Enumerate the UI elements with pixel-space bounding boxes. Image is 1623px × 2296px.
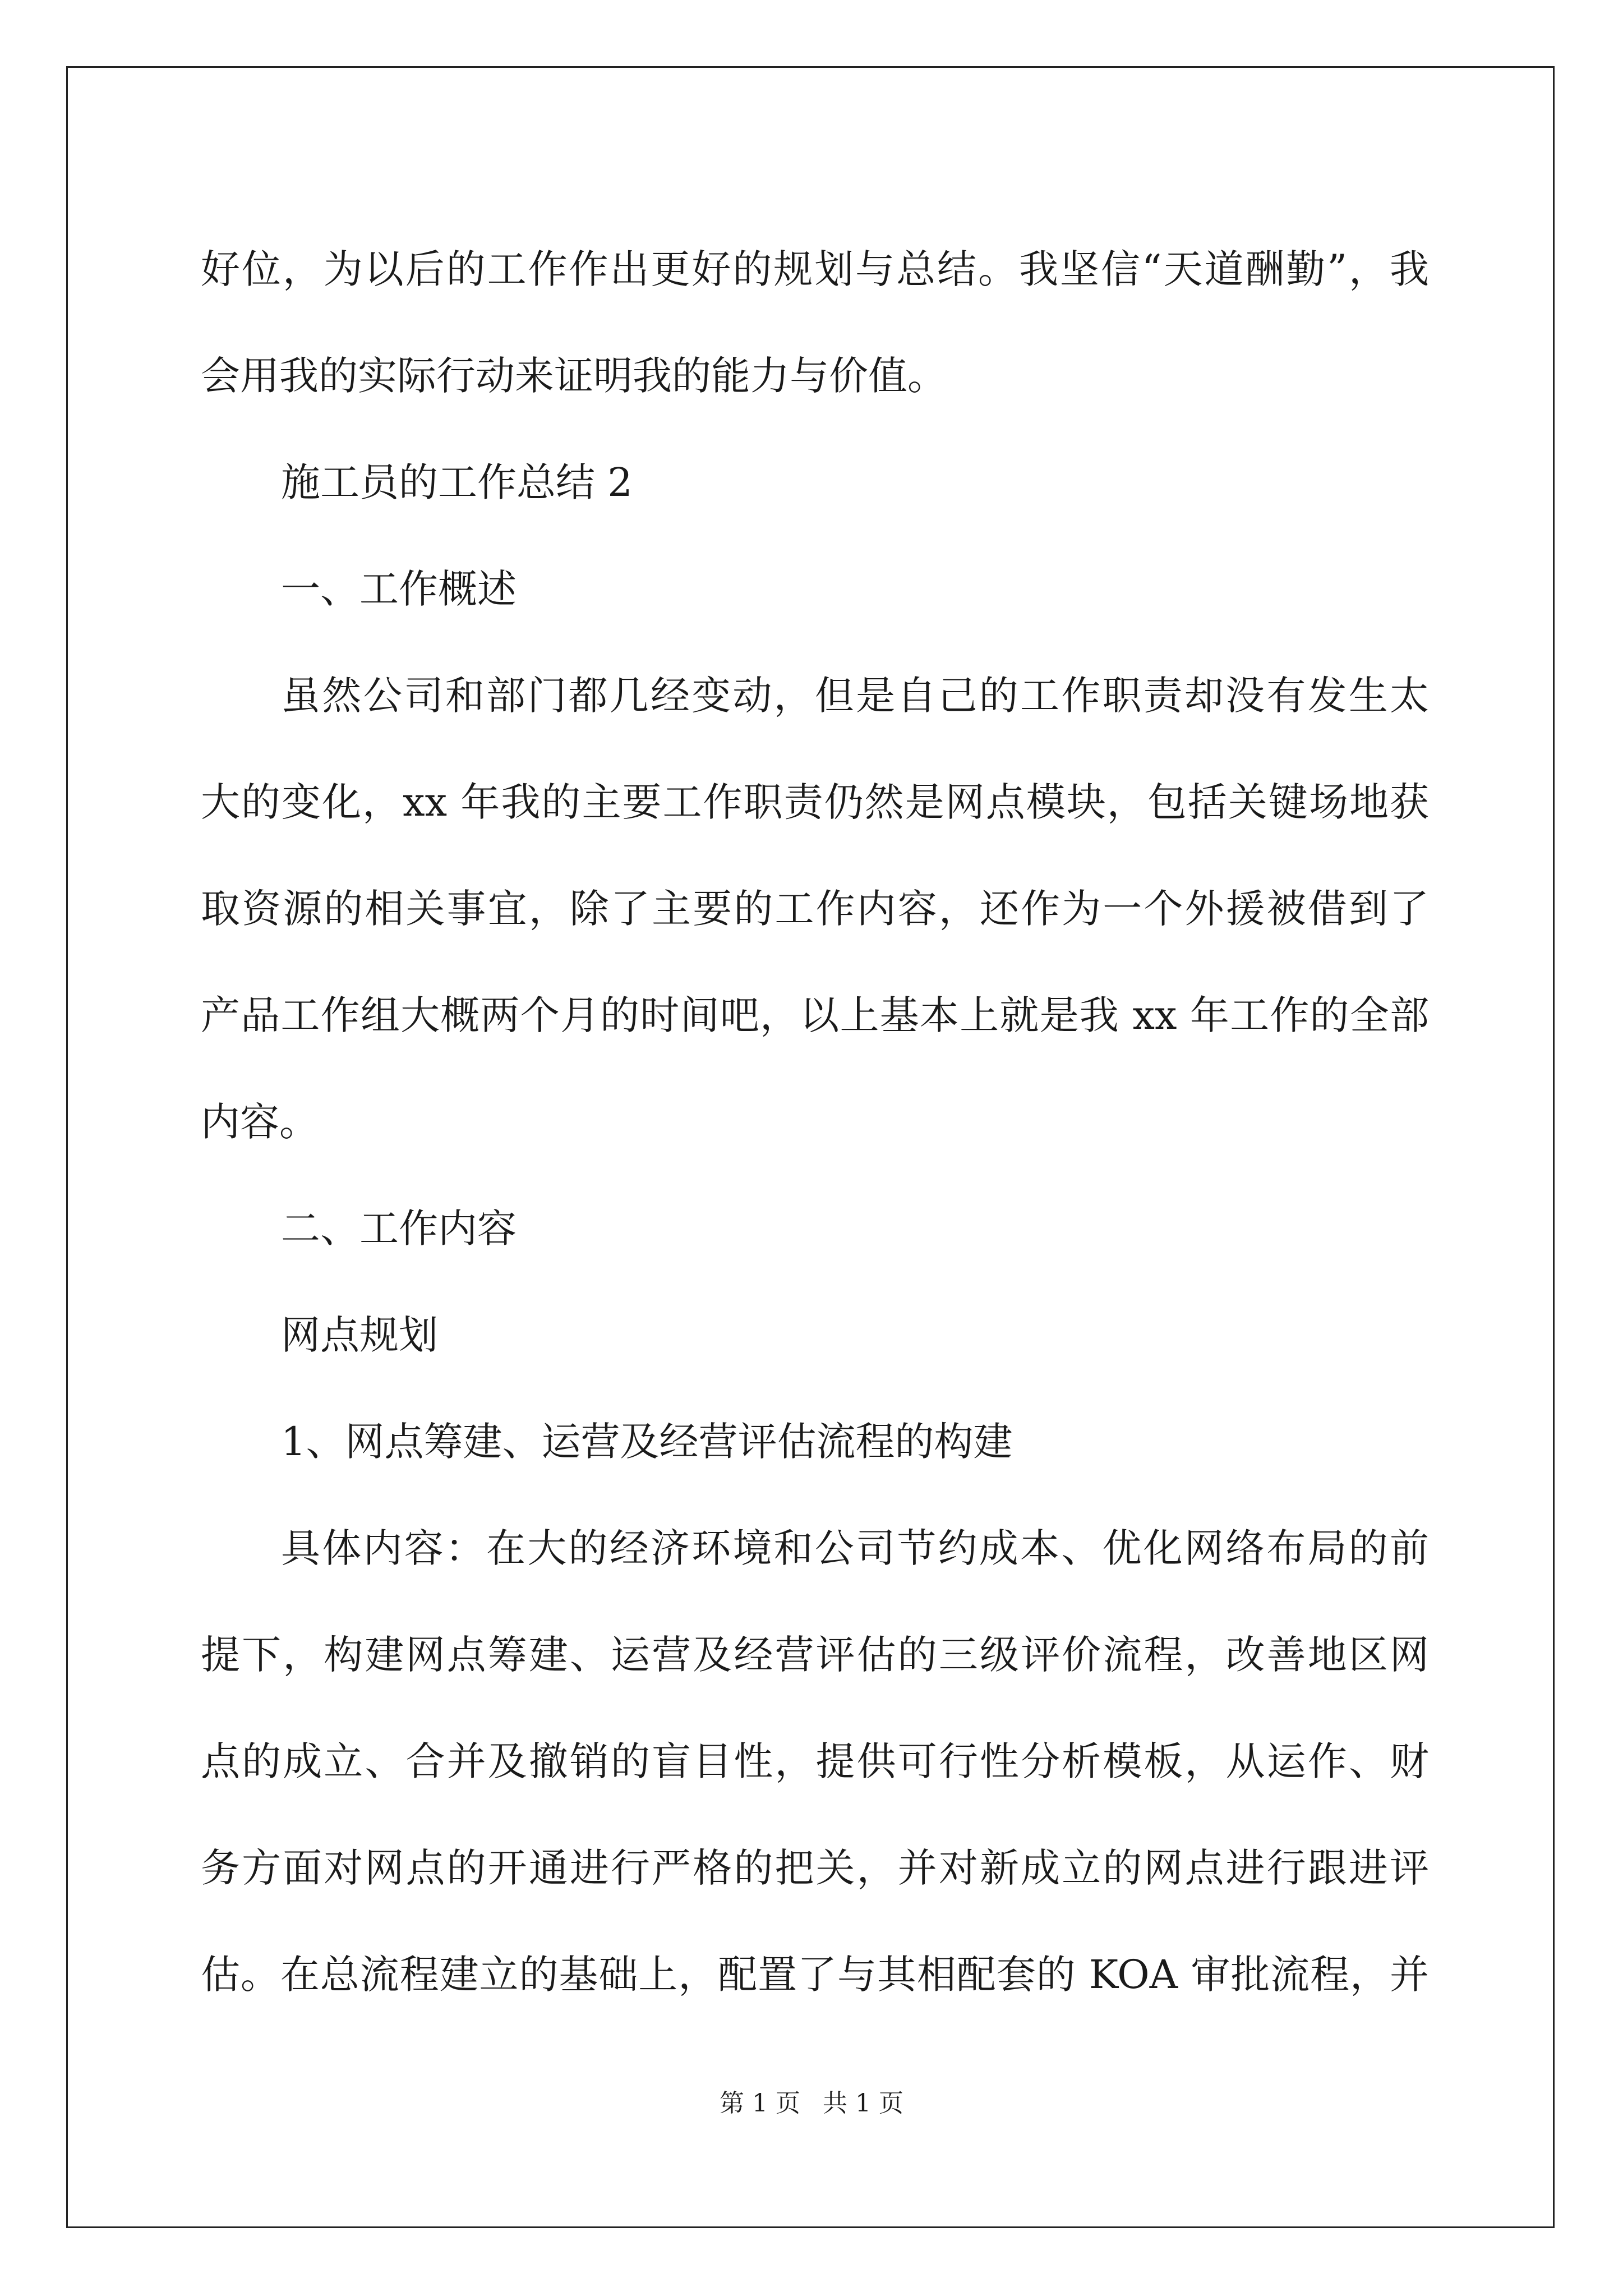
page-footer xyxy=(0,2087,1623,2120)
text-line: 务方面对网点的开通进行严格的把关，并对新成立的网点进行跟进评 xyxy=(201,1845,1429,1891)
text-line: 虽然公司和部门都几经变动，但是自己的工作职责却没有发生太 xyxy=(281,673,1429,719)
text-line: 大的变化，xx 年我的主要工作职责仍然是网点模块，包括关键场地获 xyxy=(201,779,1429,825)
text-line: 取资源的相关事宜，除了主要的工作内容，还作为一个外援被借到了 xyxy=(201,886,1429,932)
section-title: 施工员的工作总结 2 xyxy=(281,459,633,505)
text-line: 具体内容：在大的经济环境和公司节约成本、优化网络布局的前 xyxy=(281,1525,1429,1571)
text-line: 会用我的实际行动来证明我的能力与价值。 xyxy=(201,353,947,399)
page-number: 第 1 页 xyxy=(720,2089,800,2118)
document-body xyxy=(201,216,1429,2028)
subsection-heading: 网点规划 xyxy=(281,1312,438,1358)
text-line: 好位，为以后的工作作出更好的规划与总结。我坚信“天道酬勤”，我 xyxy=(201,246,1429,292)
text-line: 估。在总流程建立的基础上，配置了与其相配套的 KOA 审批流程，并 xyxy=(201,1952,1429,1998)
numbered-item-heading: 1、网点筹建、运营及经营评估流程的构建 xyxy=(281,1419,1013,1465)
text-line: 提下，构建网点筹建、运营及经营评估的三级评价流程，改善地区网 xyxy=(201,1632,1429,1678)
text-line: 点的成立、合并及撤销的盲目性，提供可行性分析模板，从运作、财 xyxy=(201,1738,1429,1784)
section-heading: 二、工作内容 xyxy=(281,1205,517,1251)
text-line: 产品工作组大概两个月的时间吧，以上基本上就是我 xx 年工作的全部 xyxy=(201,992,1429,1038)
section-heading: 一、工作概述 xyxy=(281,566,517,612)
text-line: 内容。 xyxy=(201,1099,319,1145)
page-total: 共 1 页 xyxy=(823,2089,903,2118)
